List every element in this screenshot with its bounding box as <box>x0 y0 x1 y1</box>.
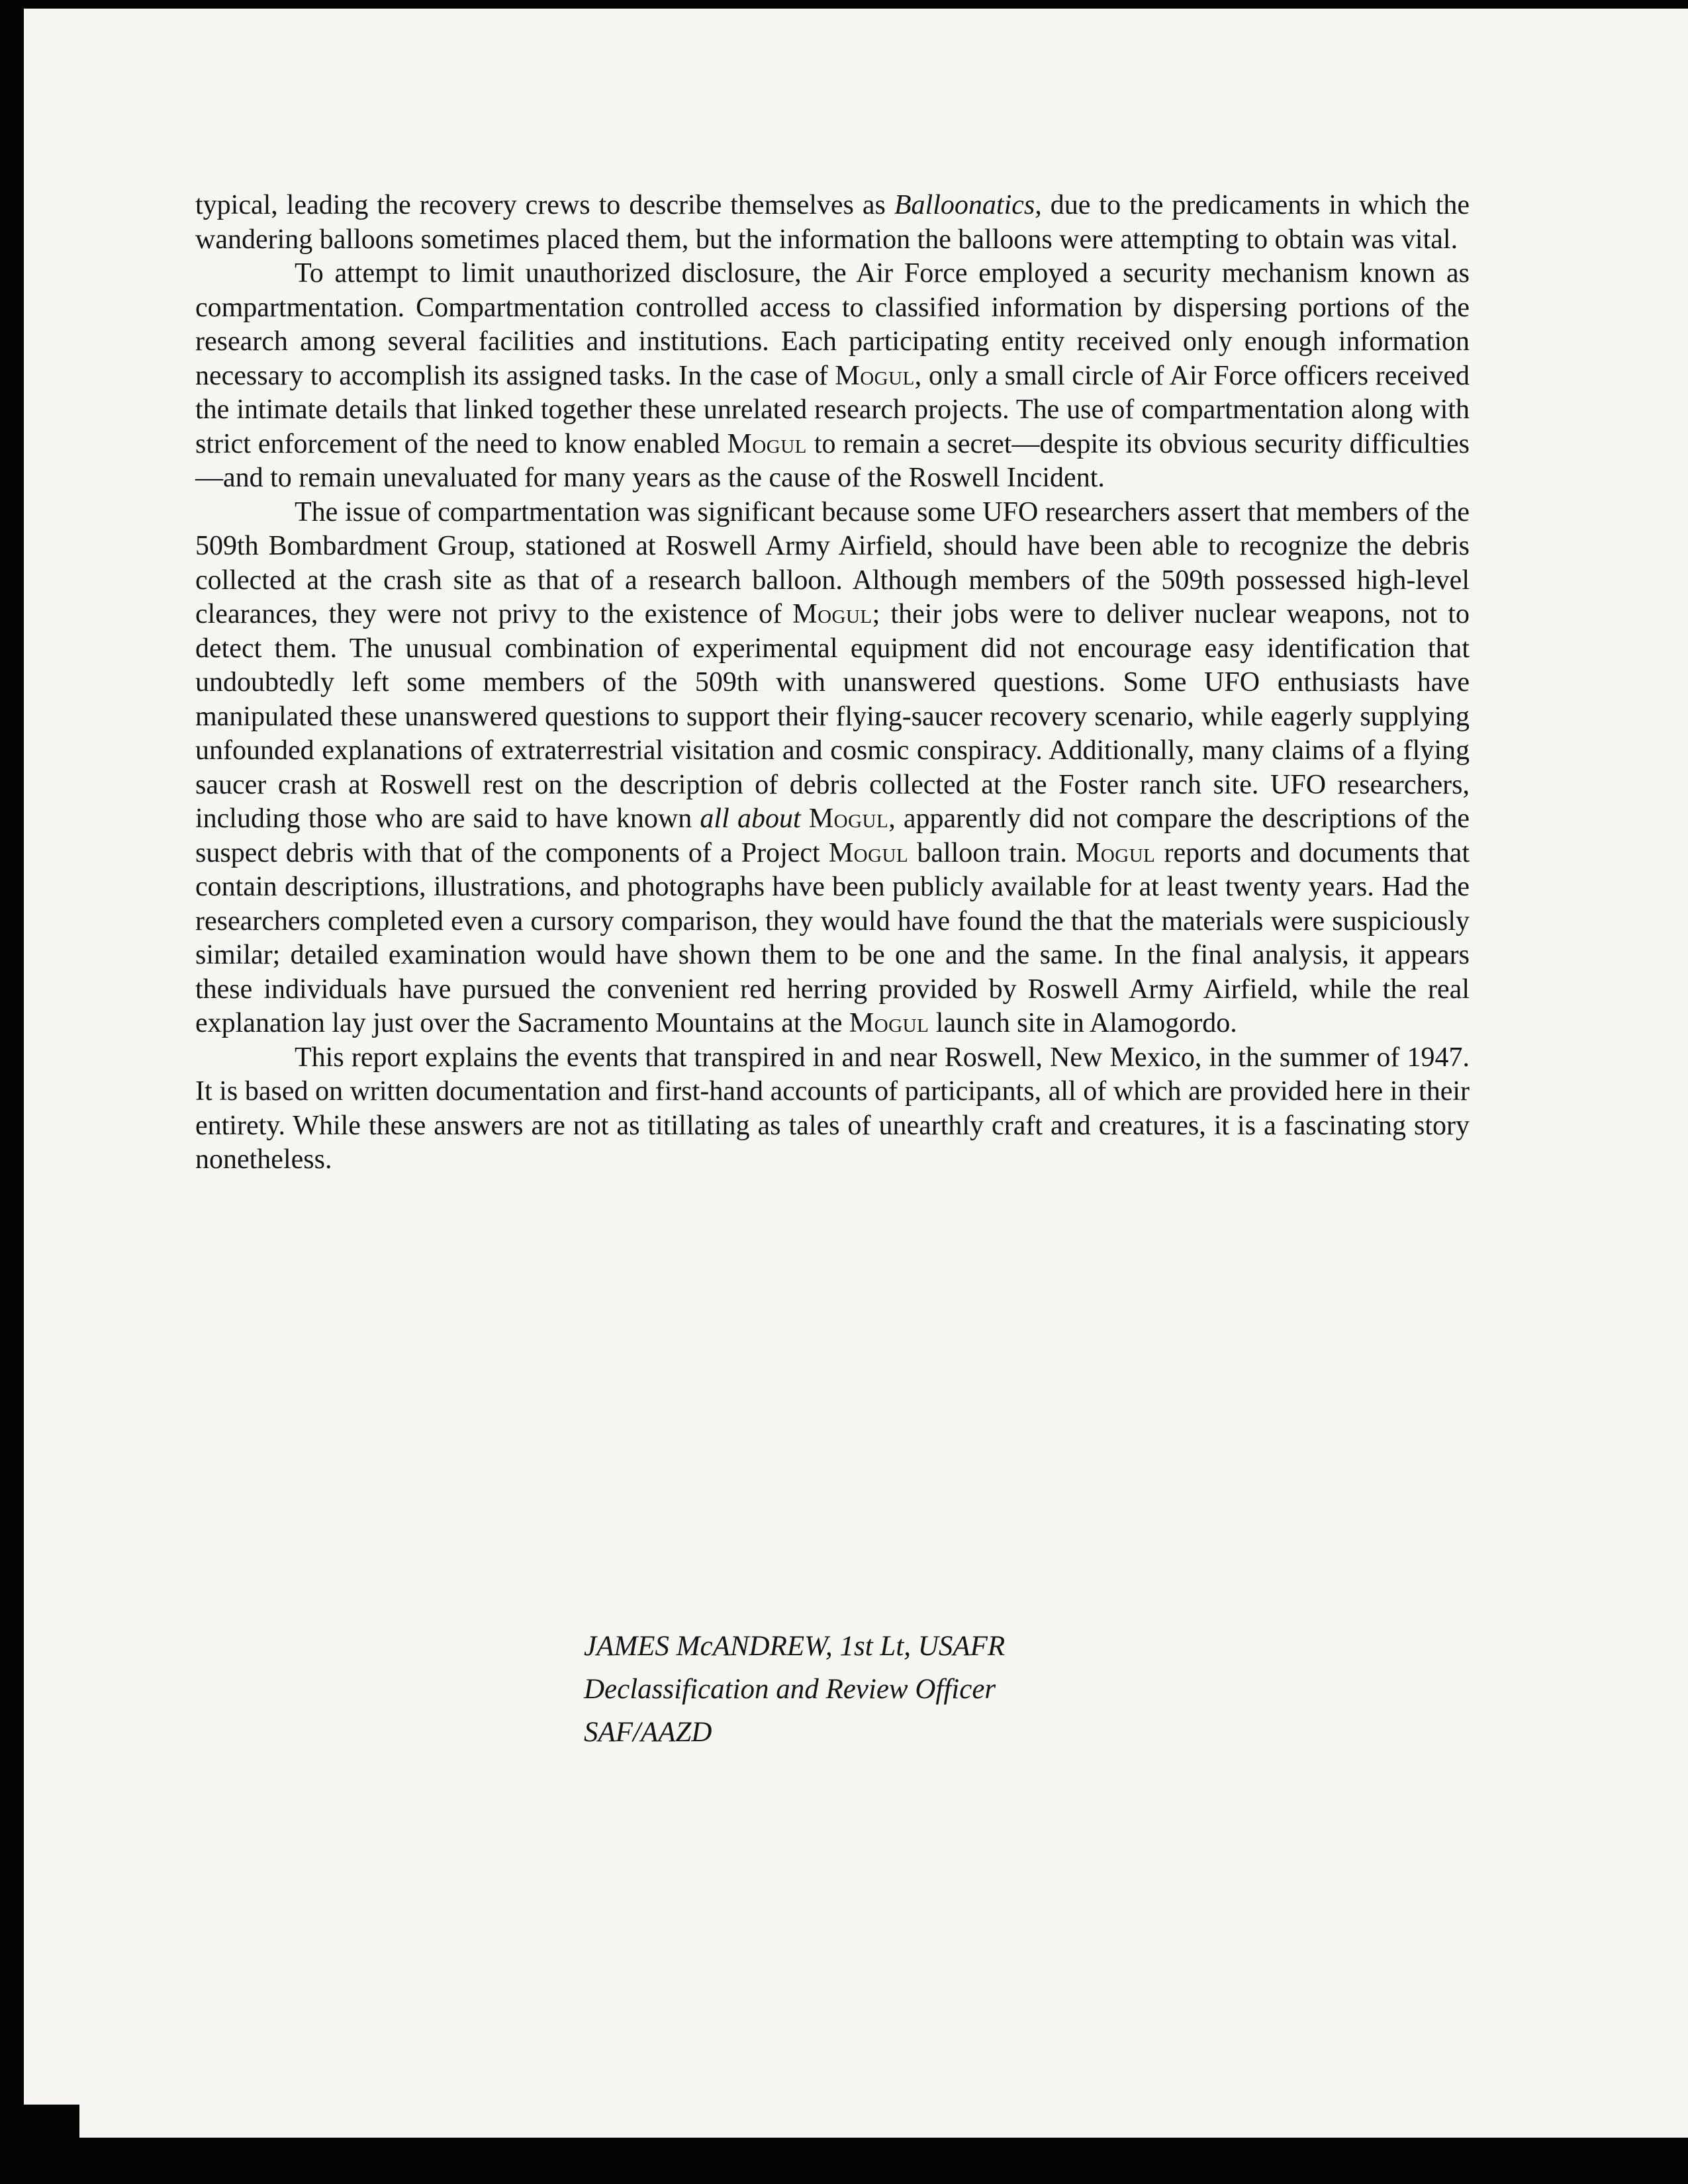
signature-line-title: Declassification and Review Officer <box>584 1674 996 1705</box>
italic-run: all about <box>700 803 801 834</box>
smallcaps-run: Mogul <box>828 837 909 868</box>
smallcaps-run: Mogul <box>792 599 872 629</box>
text-run: launch site in Alamogordo. <box>929 1008 1237 1038</box>
scan-edge-left <box>0 0 24 2184</box>
body-text <box>195 189 1470 1177</box>
text-run: This report explains the events that transpired in and near Roswell, New Mexico, in the summer of 1947. It is based on written documentation and first-hand accounts of participants, all of which are provided here in their entirety. While these answers are not as titillating as tales of unearthly craft and creatures, it is a fascinating story nonetheless. <box>195 1042 1470 1175</box>
signature-line-office: SAF/AAZD <box>584 1717 712 1748</box>
text-run: To attempt to limit unauthorized disclosure, the Air Force employed a security mechanism known as compartmentation. Compartmentation controlled access to classified information by dispersing portions of the research among several facilities and institutions. Each participating entity received only enough information necessary to accomplish its assigned tasks. In the case of <box>195 258 1470 391</box>
paragraph <box>195 496 1470 1041</box>
text-run: balloon train. <box>908 837 1076 868</box>
paragraph <box>195 257 1470 496</box>
scan-edge-corner <box>0 2105 79 2184</box>
text-run: typical, leading the recovery crews to describe themselves as <box>195 190 894 220</box>
scan-edge-top <box>0 0 1688 9</box>
signature-line-name: JAMES McANDREW, 1st Lt, USAFR <box>584 1631 1006 1662</box>
smallcaps-run: Mogul <box>727 428 807 459</box>
text-run: ; their jobs were to deliver nuclear weapons, not to detect them. The unusual combination of experimental equipment did not encourage easy identification that undoubtedly left some members of the 509th with unanswered questions. Some UFO enthusiasts have manipulated these unanswered questions to support their flying-saucer recovery scenario, while eagerly supplying unfounded explanations of extraterrestrial visitation and cosmic conspiracy. Additionally, many claims of a flying saucer crash at Roswell rest on the description of debris collected at the Foster ranch site. UFO researchers, including those who are said to have known <box>195 599 1470 834</box>
paragraph <box>195 189 1470 257</box>
text-run <box>801 803 809 834</box>
text-run: to remain a secret—despite its obvious security difficulties—and to remain unevaluated for many years as the cause of the Roswell Incident. <box>195 428 1470 493</box>
smallcaps-run: Mogul <box>1075 837 1156 868</box>
smallcaps-run: Mogul <box>835 360 915 391</box>
scan-edge-bottom <box>0 2138 1688 2184</box>
text-run: reports and documents that contain descriptions, illustrations, and photographs have been publicly available for at least twenty years. Had the researchers completed even a cursory comparison, they would have found the that the materials were suspiciously similar; detailed examination would have shown them to be one and the same. In the final analysis, it appears these individuals have pursued the convenient red herring provided by Roswell Army Airfield, while the real explanation lay just over the Sacramento Mountains at the <box>195 837 1470 1038</box>
text-run: The issue of compartmentation was significant because some UFO researchers assert that members of the 509th Bombardment Group, stationed at Roswell Army Airfield, should have been able to recognize the debris collected at the crash site as that of a research balloon. Although members of the 509th possessed high-level clearances, they were not privy to the existence of <box>195 496 1470 629</box>
text-run: , apparently did not compare the descriptions of the suspect debris with that of the components of a Project <box>195 803 1470 868</box>
smallcaps-run: Mogul <box>849 1008 929 1038</box>
signature-block <box>584 1625 1005 1754</box>
text-run: due to the predicaments in which the wandering balloons sometimes placed them, but the information the balloons were attempting to obtain was vital. <box>195 190 1470 255</box>
italic-run: Balloonatics, <box>894 190 1042 220</box>
text-run: , only a small circle of Air Force officers received the intimate details that linked together these unrelated research projects. The use of compartmentation along with strict enforcement of the need to know enabled <box>195 360 1470 459</box>
paragraph <box>195 1041 1470 1177</box>
smallcaps-run: Mogul <box>808 803 889 834</box>
